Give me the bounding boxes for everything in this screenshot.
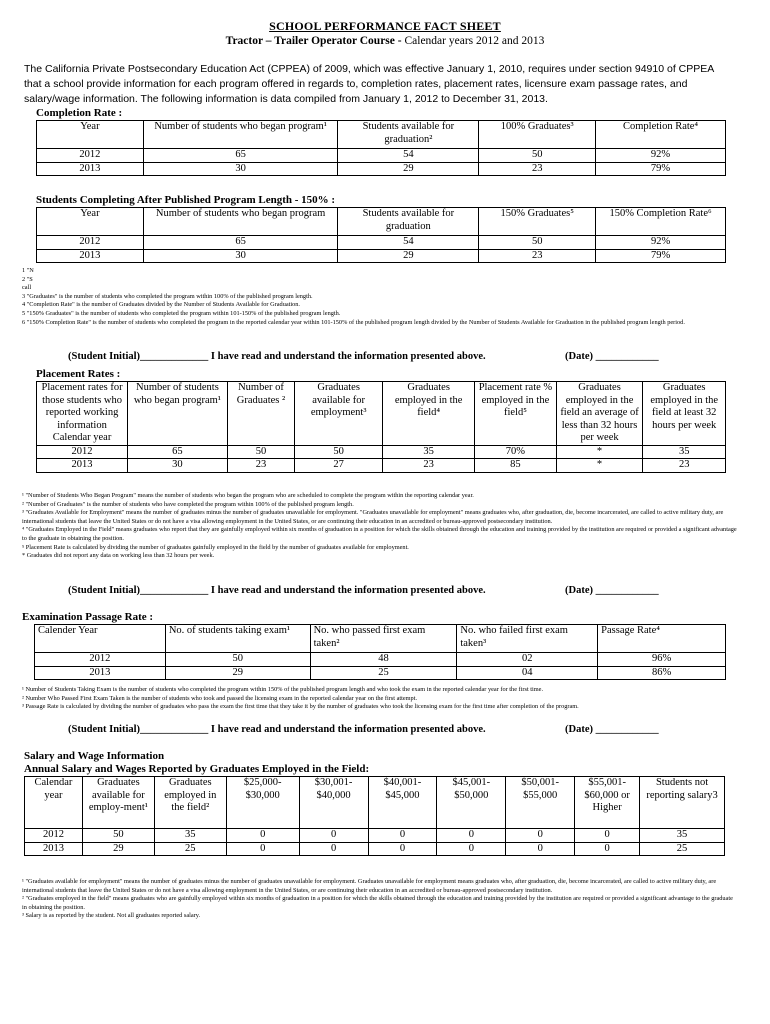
page-title: SCHOOL PERFORMANCE FACT SHEET bbox=[269, 19, 501, 33]
table-row bbox=[37, 459, 726, 473]
exam-header-cell: No. of students taking exam¹ bbox=[165, 625, 310, 653]
table-cell: 25 bbox=[640, 842, 725, 856]
placement-header-row bbox=[37, 382, 726, 446]
table-cell: 79% bbox=[596, 162, 726, 176]
completion150-header-cell: Number of students who began program bbox=[143, 208, 338, 236]
intro-paragraph: The California Private Postsecondary Education Act (CPPEA) of 2009, which was effective January 1, 2010, requires under section 94910 of CPPEA that a school provide information for each program offered in regards to, completion rates, placement rates, licensure exam passage rates, and salary/wage information. The following information is data compiled from January 1, 2012 to December 31, 2013. bbox=[24, 63, 714, 105]
table-cell: 50 bbox=[82, 829, 154, 843]
salary-header-cell: $25,000- $30,000 bbox=[226, 777, 299, 829]
table-cell: 35 bbox=[643, 445, 726, 459]
subtitle-course: Tractor – Trailer Operator Course - bbox=[225, 35, 402, 47]
table-cell: 35 bbox=[640, 829, 725, 843]
footnote: ¹ Number of Students Taking Exam is the number of students who completed the program within 150% of the published program length and who took the exam in the reported calendar year for the first time. bbox=[22, 686, 544, 693]
student-initial-line: (Student Initial)_____________ I have read and understand the information presented above. bbox=[68, 351, 486, 362]
table-cell: 0 bbox=[506, 842, 575, 856]
table-cell: 96% bbox=[598, 653, 726, 667]
salary-header-cell: $55,001- $60,000 or Higher bbox=[575, 777, 640, 829]
table-cell: 23 bbox=[383, 459, 475, 473]
completion-header-cell: Completion Rate⁴ bbox=[596, 121, 726, 149]
completion150-heading: Students Completing After Published Program Length - 150% : bbox=[36, 194, 336, 206]
footnote: 4 "Completion Rate" is the number of Graduates divided by the Number of Students Available for Graduation. bbox=[22, 301, 301, 309]
footnote: ⁵ Placement Rate is calculated by dividing the number of graduates gainfully employed in the field by the number of graduates available for employment. bbox=[22, 543, 409, 551]
exam-header-cell: Passage Rate⁴ bbox=[598, 625, 726, 653]
table-cell: 2012 bbox=[37, 445, 128, 459]
table-cell: 86% bbox=[598, 666, 726, 680]
table-cell: 0 bbox=[226, 842, 299, 856]
table-cell: 2012 bbox=[35, 653, 166, 667]
placement-header-cell: Graduates employed in the field⁴ bbox=[383, 382, 475, 446]
table-cell: * bbox=[556, 459, 643, 473]
table-cell: 0 bbox=[368, 829, 437, 843]
date-line: (Date) ____________ bbox=[565, 351, 659, 362]
exam-header-row bbox=[35, 625, 726, 653]
table-cell: 54 bbox=[338, 149, 479, 163]
table-cell: 54 bbox=[338, 236, 479, 250]
placement-header-cell: Number of students who began program¹ bbox=[128, 382, 228, 446]
footnote: call bbox=[22, 284, 32, 292]
subtitle-years: Calendar years 2012 and 2013 bbox=[401, 35, 545, 47]
placement-header-cell: Graduates employed in the field at least 32 hours per week bbox=[643, 382, 726, 446]
footnote: ⁴ "Graduates Employed in the Field" means graduates who report that they are gainfully employed within six months of graduation in a position for which the skills obtained through the education and training provided by the institution are required or provided a significant advantage to the graduate in obtaining the position. bbox=[22, 526, 737, 542]
table-cell: 35 bbox=[154, 829, 226, 843]
table-row bbox=[25, 842, 725, 856]
table-cell: 2012 bbox=[25, 829, 83, 843]
exam-footnotes bbox=[22, 686, 737, 712]
table-cell: 2012 bbox=[37, 236, 144, 250]
table-cell: 0 bbox=[575, 829, 640, 843]
table-cell: 50 bbox=[227, 445, 295, 459]
footnote: ³ "Graduates Available for Employment" means the number of graduates minus the number of graduates unavailable for employment. "Graduates unavailable for employment" means graduates who, after graduation, die, become incarcerated, are called to active military duty, are international students that leave the United States or do not have a visa allowing employment in the United States, or are continuing their education in an accredited or bureau-approved postsecondary institution. bbox=[22, 509, 724, 525]
footnote: 3 "Graduates" is the number of students who completed the program within 100% of the published program length. bbox=[22, 292, 313, 300]
table-cell: 79% bbox=[596, 249, 726, 263]
placement-header-cell: Graduates available for employment³ bbox=[295, 382, 383, 446]
table-cell: 92% bbox=[596, 149, 726, 163]
table-cell: 85 bbox=[475, 459, 556, 473]
salary-header-cell: Students not reporting salary3 bbox=[640, 777, 725, 829]
table-cell: 2013 bbox=[25, 842, 83, 856]
salary-table bbox=[24, 776, 725, 856]
table-row bbox=[37, 236, 726, 250]
completion-header-cell: 100% Graduates³ bbox=[479, 121, 596, 149]
salary-footnotes bbox=[22, 878, 737, 921]
table-cell: 0 bbox=[437, 829, 506, 843]
completion-footnotes bbox=[22, 267, 737, 327]
table-cell: 0 bbox=[506, 829, 575, 843]
salary-header-cell: $50,001- $55,000 bbox=[506, 777, 575, 829]
table-row bbox=[37, 445, 726, 459]
salary-header-cell: $45,001- $50,000 bbox=[437, 777, 506, 829]
exam-heading: Examination Passage Rate : bbox=[22, 611, 154, 623]
table-cell: 27 bbox=[295, 459, 383, 473]
table-cell: 0 bbox=[299, 829, 368, 843]
salary-heading: Salary and Wage Information bbox=[24, 750, 165, 762]
table-row bbox=[35, 653, 726, 667]
exam-table bbox=[34, 624, 726, 680]
exam-header-cell: Calender Year bbox=[35, 625, 166, 653]
table-cell: 65 bbox=[143, 236, 338, 250]
footnote: ² Number Who Passed First Exam Taken is the number of students who took and passed the licensing exam in the reported calendar year on the first attempt. bbox=[22, 694, 418, 702]
table-cell: 50 bbox=[479, 149, 596, 163]
table-cell: 0 bbox=[437, 842, 506, 856]
table-row bbox=[25, 829, 725, 843]
table-row bbox=[37, 149, 726, 163]
completion-header-cell: Number of students who began program¹ bbox=[143, 121, 338, 149]
table-cell: 65 bbox=[143, 149, 338, 163]
salary-header-cell: Graduates employed in the field² bbox=[154, 777, 226, 829]
table-cell: * bbox=[556, 445, 643, 459]
salary-header-cell: $30,001- $40,000 bbox=[299, 777, 368, 829]
salary-header-cell: Graduates available for employ-ment¹ bbox=[82, 777, 154, 829]
salary-header-cell: $40,001- $45,000 bbox=[368, 777, 437, 829]
table-cell: 50 bbox=[295, 445, 383, 459]
table-cell: 29 bbox=[338, 249, 479, 263]
salary-header-row bbox=[25, 777, 725, 829]
footnote: ² "Number of Graduates" is the number of students who have completed the program within 100% of the published program length. bbox=[22, 500, 354, 508]
completion150-header-cell: Year bbox=[37, 208, 144, 236]
table-cell: 29 bbox=[338, 162, 479, 176]
table-cell: 25 bbox=[154, 842, 226, 856]
table-cell: 2012 bbox=[37, 149, 144, 163]
completion-header-cell: Students available for graduation² bbox=[338, 121, 479, 149]
table-cell: 70% bbox=[475, 445, 556, 459]
footnote: 6 "150% Completion Rate" is the number of students who completed the program in the reported calendar year within 101-150% of the published program length divided by the Number of Students Available for Graduation in the published program length period. bbox=[22, 318, 685, 326]
footnote: 1 "N bbox=[22, 267, 34, 274]
completion150-table bbox=[36, 207, 726, 263]
table-cell: 23 bbox=[479, 162, 596, 176]
date-line-3: (Date) ____________ bbox=[565, 724, 659, 735]
table-cell: 50 bbox=[479, 236, 596, 250]
student-initial-line-3: (Student Initial)_____________ I have read and understand the information presented above. bbox=[68, 724, 486, 735]
table-cell: 23 bbox=[643, 459, 726, 473]
table-row bbox=[35, 666, 726, 680]
table-cell: 48 bbox=[310, 653, 457, 667]
table-cell: 04 bbox=[457, 666, 598, 680]
placement-header-cell: Placement rate % employed in the field⁵ bbox=[475, 382, 556, 446]
completion-header-cell: Year bbox=[37, 121, 144, 149]
completion-header-row bbox=[37, 121, 726, 149]
salary-subheading: Annual Salary and Wages Reported by Graduates Employed in the Field: bbox=[24, 763, 370, 775]
footnote: ² "Graduates employed in the field" means graduates who are gainfully employed within six months of graduation in a position for which the skills obtained through the education and training provided by the institution are required or provided a significant advantage to the graduate in obtaining the position. bbox=[22, 895, 733, 911]
completion-table bbox=[36, 120, 726, 176]
table-cell: 29 bbox=[82, 842, 154, 856]
placement-footnotes bbox=[22, 492, 737, 561]
table-row bbox=[37, 249, 726, 263]
table-cell: 0 bbox=[299, 842, 368, 856]
completion150-header-cell: Students available for graduation bbox=[338, 208, 479, 236]
student-initial-line-2: (Student Initial)_____________ I have read and understand the information presented above. bbox=[68, 585, 486, 596]
footnote: * Graduates did not report any data on working less than 32 hours per week. bbox=[22, 552, 215, 560]
completion150-header-row bbox=[37, 208, 726, 236]
date-line-2: (Date) ____________ bbox=[565, 585, 659, 596]
table-cell: 65 bbox=[128, 445, 228, 459]
table-cell: 02 bbox=[457, 653, 598, 667]
footnote: 2 "S bbox=[22, 275, 33, 283]
table-cell: 92% bbox=[596, 236, 726, 250]
footnote: 5 "150% Graduates" is the number of students who completed the program within 101-150% of the published program length. bbox=[22, 309, 341, 317]
placement-heading: Placement Rates : bbox=[36, 368, 121, 380]
completion-heading: Completion Rate : bbox=[36, 107, 123, 119]
completion150-header-cell: 150% Completion Rate⁶ bbox=[596, 208, 726, 236]
table-cell: 23 bbox=[227, 459, 295, 473]
table-cell: 2013 bbox=[37, 162, 144, 176]
footnote: ¹ "Number of Students Who Began Program" means the number of students who began the program who are scheduled to complete the program within the reporting calendar year. bbox=[22, 492, 474, 499]
table-cell: 30 bbox=[128, 459, 228, 473]
table-cell: 35 bbox=[383, 445, 475, 459]
table-cell: 0 bbox=[226, 829, 299, 843]
table-cell: 2013 bbox=[37, 459, 128, 473]
table-cell: 50 bbox=[165, 653, 310, 667]
placement-header-cell: Graduates employed in the field an average of less than 32 hours per week bbox=[556, 382, 643, 446]
footnote: ³ Passage Rate is calculated by dividing the number of graduates who pass the exam the first time that they take it by the number of graduates who took the licensing exam for the first time after completion of the program. bbox=[22, 703, 579, 711]
page-subtitle bbox=[0, 35, 770, 47]
table-cell: 0 bbox=[368, 842, 437, 856]
table-cell: 23 bbox=[479, 249, 596, 263]
salary-header-cell: Calendar year bbox=[25, 777, 83, 829]
exam-header-cell: No. who failed first exam taken³ bbox=[457, 625, 598, 653]
table-cell: 25 bbox=[310, 666, 457, 680]
table-cell: 2013 bbox=[37, 249, 144, 263]
footnote: ¹ "Graduates available for employment" means the number of graduates minus the number of graduates unavailable for employment. Graduates unavailable for employment means graduates who, after graduation, die, become incarcerated, are called to active military duty, are international students that leave the United States or do not have a visa allowing employment in the United States, or are continuing their education in an accredited or bureau-approved postsecondary institution. bbox=[22, 878, 717, 894]
completion150-header-cell: 150% Graduates⁵ bbox=[479, 208, 596, 236]
table-cell: 0 bbox=[575, 842, 640, 856]
placement-header-cell: Placement rates for those students who reported working information Calendar year bbox=[37, 382, 128, 446]
exam-header-cell: No. who passed first exam taken² bbox=[310, 625, 457, 653]
table-cell: 30 bbox=[143, 162, 338, 176]
table-cell: 2013 bbox=[35, 666, 166, 680]
table-cell: 29 bbox=[165, 666, 310, 680]
placement-header-cell: Number of Graduates ² bbox=[227, 382, 295, 446]
placement-table bbox=[36, 381, 726, 473]
footnote: ³ Salary is as reported by the student. Not all graduates reported salary. bbox=[22, 912, 201, 920]
table-row bbox=[37, 162, 726, 176]
table-cell: 30 bbox=[143, 249, 338, 263]
